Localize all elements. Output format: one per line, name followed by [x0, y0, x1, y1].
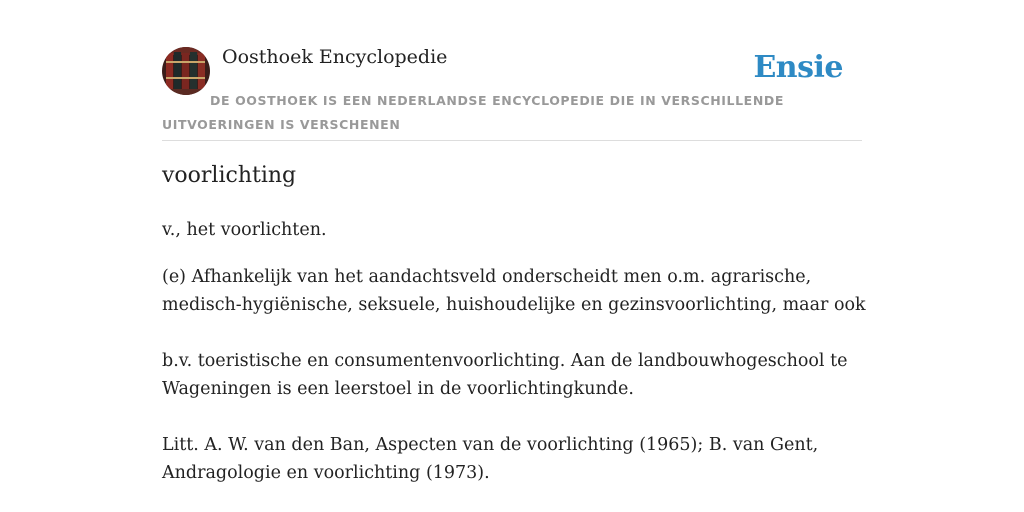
subtitle-line-2: VERSCHENEN [299, 117, 401, 132]
brand-logo[interactable]: Ensie [753, 50, 843, 85]
encyclopedia-books-icon[interactable] [162, 47, 210, 95]
paragraph-line: Litt. A. W. van den Ban, Aspecten van de voorlichting (1965); B. van Gent, [162, 435, 819, 455]
entry-title: voorlichting [162, 163, 297, 188]
entry-paragraph [162, 263, 866, 319]
paragraph-line: Andragologie en voorlichting (1973). [162, 463, 490, 483]
entry-literature [162, 431, 862, 487]
paragraph-line: medisch-hygiënische, seksuele, huishoudelijke en gezinsvoorlichting, maar ook [162, 295, 866, 315]
site-header [162, 0, 862, 141]
entry-definition: v., het voorlichten. [162, 220, 327, 240]
page-container [162, 0, 866, 483]
paragraph-line: b.v. toeristische en consumentenvoorlichting. Aan de landbouwhogeschool te [162, 351, 848, 371]
site-title[interactable]: Oosthoek Encyclopedie [222, 46, 448, 68]
paragraph-line: Wageningen is een leerstoel in de voorlichtingkunde. [162, 379, 634, 399]
paragraph-line: (e) Afhankelijk van het aandachtsveld onderscheidt men o.m. agrarische, [162, 267, 812, 287]
entry-paragraph [162, 347, 862, 403]
subtitle-line-1: DE OOSTHOEK IS EEN NEDERLANDSE ENCYCLOPEDIE DIE IN VERSCHILLENDE UITVOERINGEN IS [162, 93, 784, 132]
site-subtitle [162, 89, 862, 137]
